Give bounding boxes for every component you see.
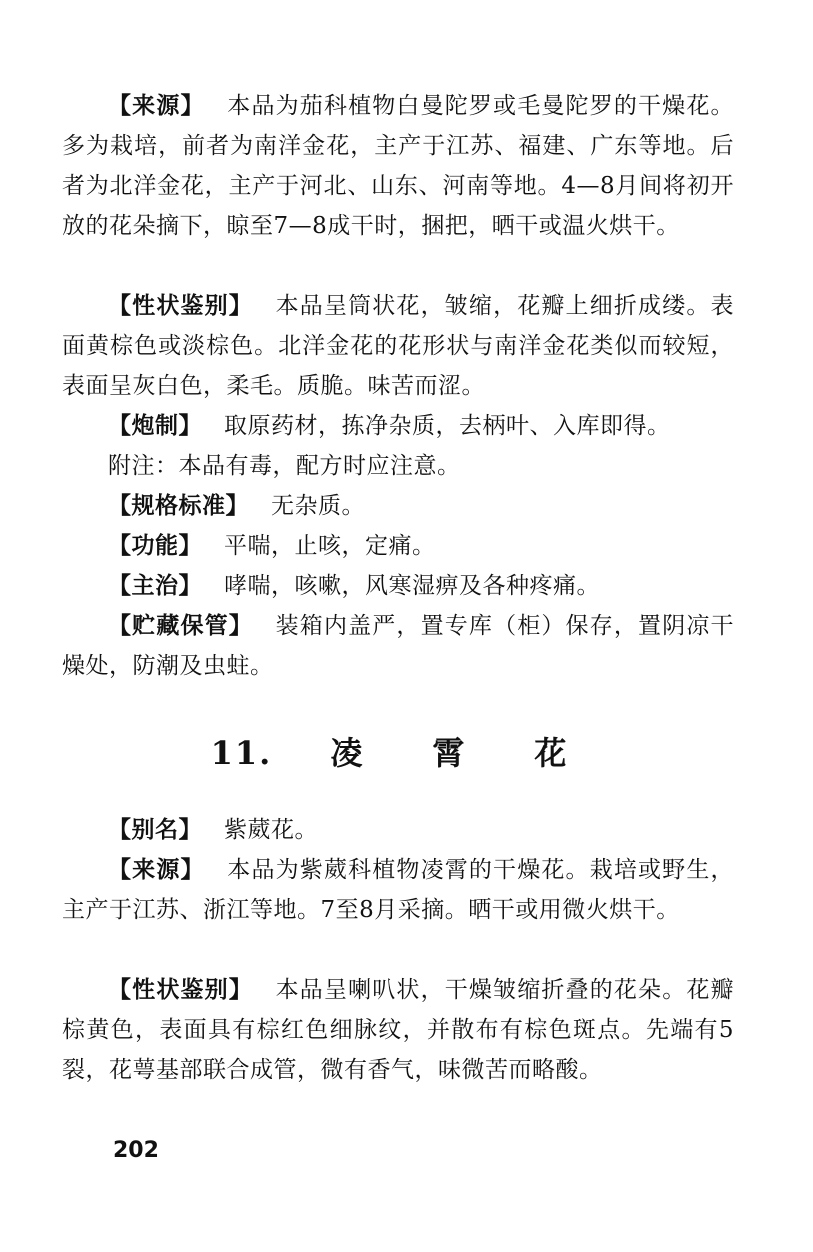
paragraph-note xyxy=(62,446,734,486)
section-text-traits: 本品呈筒状花，皱缩，花瓣上细折成缕。表面黄棕色或淡棕色。北洋金花的花形状与南洋金花类似而较短，表面呈灰白色，柔毛。质脆。味苦而涩。 xyxy=(62,293,735,399)
paragraph-process xyxy=(62,406,734,446)
paragraph-traits xyxy=(62,286,734,406)
section-heading-alias: 【别名】 xyxy=(108,816,202,843)
section-heading-source: 【来源】 xyxy=(108,92,205,119)
paragraph-alias xyxy=(62,810,734,850)
paragraph-source xyxy=(62,86,734,246)
paragraph-indication xyxy=(62,566,734,606)
section-text-process: 取原药材，拣净杂质，去柄叶、入库即得。 xyxy=(224,413,671,439)
section-heading-source-11: 【来源】 xyxy=(108,856,205,883)
entry-title xyxy=(0,728,813,774)
paragraph-traits-11 xyxy=(62,970,734,1090)
section-heading-function: 【功能】 xyxy=(108,532,202,559)
section-text-storage: 装箱内盖严，置专库（柜）保存，置阴凉干燥处，防潮及虫蛀。 xyxy=(62,613,735,679)
section-text-source-11: 本品为紫葳科植物凌霄的干燥花。栽培或野生，主产于江苏、浙江等地。7至8月采摘。晒干或用微火烘干。 xyxy=(62,857,735,923)
section-text-function: 平喘，止咳，定痛。 xyxy=(224,533,436,559)
section-heading-storage: 【贮藏保管】 xyxy=(108,612,253,639)
section-text-traits-11: 本品呈喇叭状，干燥皱缩折叠的花朵。花瓣棕黄色，表面具有棕红色细脉纹，并散布有棕色斑点。先端有5裂，花萼基部联合成管，微有香气，味微苦而略酸。 xyxy=(62,977,735,1083)
section-text-indication: 哮喘，咳嗽，风寒湿痹及各种疼痛。 xyxy=(224,573,600,599)
section-heading-traits-11: 【性状鉴别】 xyxy=(108,976,253,1003)
section-text-spec: 无杂质。 xyxy=(271,493,365,519)
entry-title-char: 霄 xyxy=(432,734,467,772)
section-text-alias: 紫葳花。 xyxy=(224,817,318,843)
paragraph-storage xyxy=(62,606,734,686)
page-number: 202 xyxy=(113,1138,159,1163)
section-heading-spec: 【规格标准】 xyxy=(108,492,249,519)
section-text-source: 本品为茄科植物白曼陀罗或毛曼陀罗的干燥花。多为栽培，前者为南洋金花，主产于江苏、福建、广东等地。后者为北洋金花，主产于河北、山东、河南等地。4—8月间将初开放的花朵摘下，晾至7—8成干时，捆把，晒干或温火烘干。 xyxy=(62,93,735,239)
entry-title-char: 花 xyxy=(534,734,569,772)
paragraph-spec xyxy=(62,486,734,526)
section-heading-process: 【炮制】 xyxy=(108,412,202,439)
entry-number: 11. xyxy=(210,734,273,772)
note-text: 附注：本品有毒，配方时应注意。 xyxy=(108,453,461,479)
section-heading-indication: 【主治】 xyxy=(108,572,202,599)
entry-title-char: 凌 xyxy=(330,734,365,772)
paragraph-source-11 xyxy=(62,850,734,930)
paragraph-function xyxy=(62,526,734,566)
section-heading-traits: 【性状鉴别】 xyxy=(108,292,253,319)
